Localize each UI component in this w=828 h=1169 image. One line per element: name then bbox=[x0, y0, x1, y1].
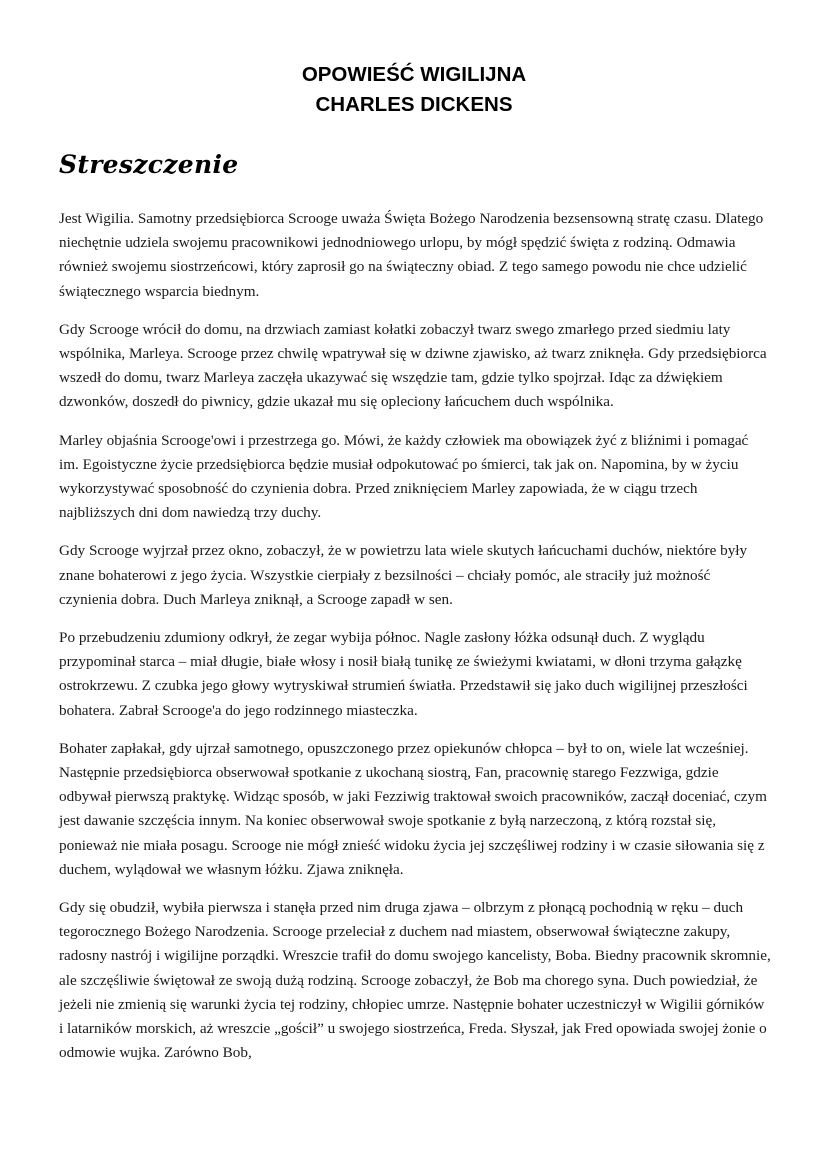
paragraph-6: Bohater zapłakał, gdy ujrzał samotnego, opuszczonego przez opiekunów chłopca – był to on, wiele lat wcześniej. Następnie przedsiębiorca obserwował spotkanie z ukochaną siostrą, Fan, pracownię starego Fezzwiga, gdzie odbywał pierwszą praktykę. Widząc sposób, w jaki Fezziwig traktował swoich pracowników, zaczął doceniać, czym jest dawanie szczęścia innym. Na koniec obserwował swoje spotkanie z byłą narzeczoną, z którą rozstał się, ponieważ nie miała posagu. Scrooge nie mógł znieść widoku życia jej szczęśliwej rodziny i w czasie siłowania się z duchem, wylądował we własnym łóżku. Zjawa zniknęła. bbox=[59, 739, 767, 878]
title-line-1: OPOWIEŚĆ WIGILIJNA bbox=[301, 63, 527, 86]
paragraph-5: Po przebudzeniu zdumiony odkrył, że zegar wybija północ. Nagle zasłony łóżka odsunął duch. Z wyglądu przypominał starca – miał długie, białe włosy i nosił białą tunikę ze świeżymi kwiatami, w dłoni trzyma gałązkę ostrokrzewu. Z czubka jego głowy wytryskiwał strumień światła. Przedstawił się jako duch wigilijnej przeszłości bohatera. Zabrał Scrooge'a do jego rodzinnego miasteczka. bbox=[59, 629, 748, 719]
paragraph-2: Gdy Scrooge wrócił do domu, na drzwiach zamiast kołatki zobaczył twarz swego zmarłego przed siedmiu laty wspólnika, Marleya. Scrooge przez chwilę wpatrywał się w dziwne zjawisko, aż twarz zniknęła. Gdy przedsiębiorca wszedł do domu, twarz Marleya zaczęła ukazywać się wszędzie tam, gdzie tylko spojrzał. Idąc za dźwiękiem dzwonków, doszedł do piwnicy, gdzie ukazał mu się opleciony łańcuchem duch wspólnika. bbox=[59, 320, 767, 411]
paragraph-1: Jest Wigilia. Samotny przedsiębiorca Scrooge uważa Święta Bożego Narodzenia bezsensowną stratę czasu. Dlatego niechętnie udziela swojemu pracownikowi jednodniowego urlopu, by mógł spędzić święta z rodziną. Odmawia również swojemu siostrzeńcowi, który zaprosił go na świąteczny obiad. Z tego samego powodu nie chce udzielić świątecznego wsparcia biednym. bbox=[59, 210, 764, 300]
document-title bbox=[0, 60, 828, 120]
summary-body bbox=[59, 207, 771, 1080]
section-heading: Streszczenie bbox=[59, 150, 239, 179]
paragraph-3: Marley objaśnia Scrooge'owi i przestrzega go. Mówi, że każdy człowiek ma obowiązek żyć z bliźnimi i pomagać im. Egoistyczne życie przedsiębiorca będzie musiał odpokutować po śmierci, tak jak on. Napomina, by w życiu wykorzystywać sposobność do czynienia dobra. Przed zniknięciem Marley zapowiada, że w ciągu trzech najbliższych dni dom nawiedzą trzy duchy. bbox=[59, 431, 749, 522]
paragraph-7: Gdy się obudził, wybiła pierwsza i stanęła przed nim druga zjawa – olbrzym z płonącą pochodnią w ręku – duch tegorocznego Bożego Narodzenia. Scrooge przeleciał z duchem nad miastem, obserwował świąteczne zakupy, radosny nastrój i wigilijne porządki. Wreszcie trafił do domu swojego kancelisty, Boba. Biedny pracownik skromnie, ale szczęśliwie świętował ze swoją dużą rodziną. Scrooge zobaczył, że Bob ma chorego syna. Duch powiedział, że jeżeli nie zmienią się warunki życia tej rodziny, chłopiec umrze. Następnie bohater uczestniczył w Wigilii górników i latarników morskich, aż wreszcie „gościł” u swojego siostrzeńca, Freda. Słyszał, jak Fred opowiada swojej żonie o odmowie wujka. Zarówno Bob, bbox=[59, 899, 771, 1062]
paragraph-4: Gdy Scrooge wyjrzał przez okno, zobaczył, że w powietrzu lata wiele skutych łańcuchami duchów, niektóre były znane bohaterowi z jego życia. Wszystkie cierpiały z bezsilności – chciały pomóc, ale straciły już możność czynienia dobra. Duch Marleya zniknął, a Scrooge zapadł w sen. bbox=[59, 542, 748, 608]
title-line-2: CHARLES DICKENS bbox=[315, 93, 513, 116]
